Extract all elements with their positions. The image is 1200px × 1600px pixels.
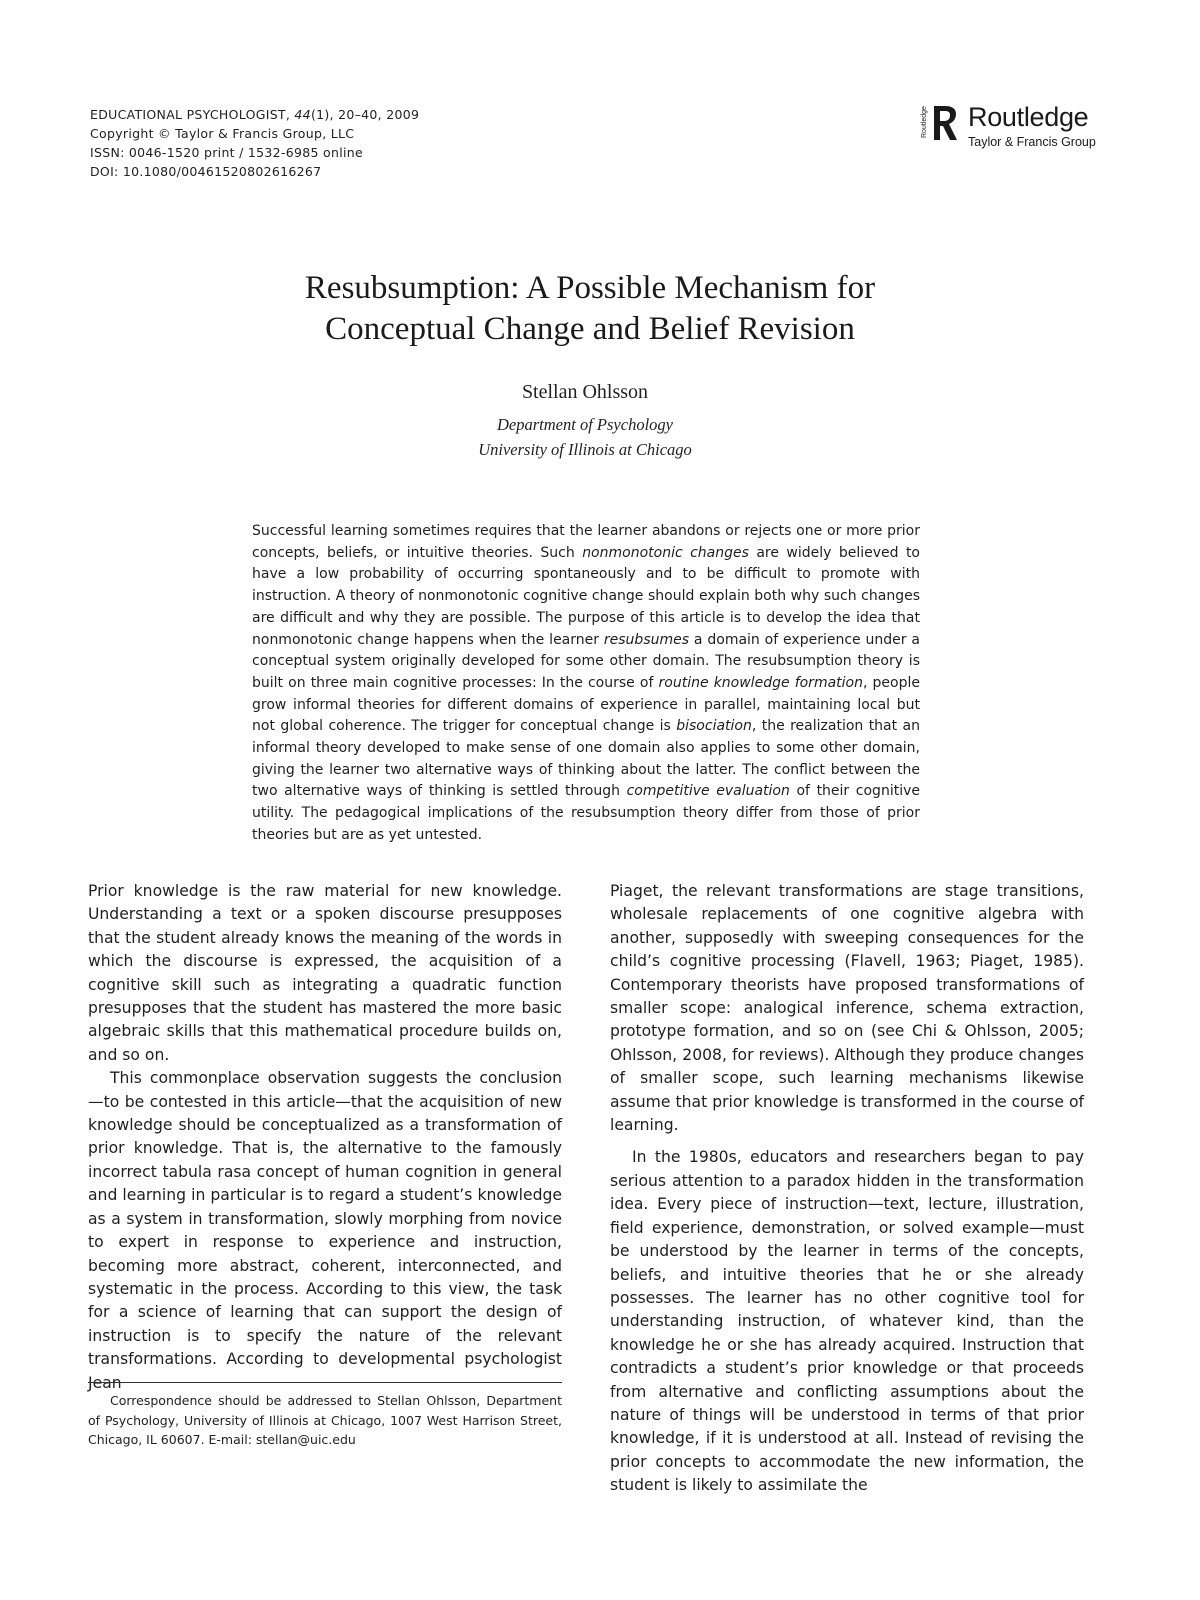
journal-header xyxy=(90,105,419,181)
abstract-emphasis: bisociation xyxy=(676,718,752,735)
author-name: Stellan Ohlsson xyxy=(521,381,649,403)
journal-citation: EDUCATIONAL PSYCHOLOGIST, 44(1), 20–40, 2009 xyxy=(90,107,420,122)
body-paragraph: Prior knowledge is the raw material for new knowledge. Understanding a text or a spoken discourse presupposes that the student already knows the meaning of the words in which the discourse is expressed, the acquisition of a cognitive skill such as integrating a quadratic function presupposes that the student has mastered the more basic algebraic skills that this mathematical procedure builds on, and so on. xyxy=(88,882,562,1064)
logo-side-text: Routledge xyxy=(921,106,928,138)
body-column-left xyxy=(88,880,562,1395)
footnote-divider xyxy=(88,1382,562,1383)
doi-line: DOI: 10.1080/00461520802616267 xyxy=(90,164,322,179)
body-paragraph: Piaget, the relevant transformations are stage transitions, wholesale replacements of one cognitive algebra with another, supposedly with sweeping consequences for the child’s cognitive processing (Flavell, 1963; Piaget, 1985). Contemporary theorists have proposed transformations of smaller scope: analogical inference, schema extraction, prototype formation, and so on (see Chi & Ohlsson, 2005; Ohlsson, 2008, for reviews). Although they produce changes of smaller scope, such learning mechanisms likewise assume that prior knowledge is transformed in the course of learning. xyxy=(610,882,1084,1135)
body-paragraph: This commonplace observation suggests the conclusion—to be contested in this article—that the acquisition of new knowledge should be conceptualized as a transformation of prior knowledge. That is, the alternative to the famously incorrect tabula rasa concept of human cognition in general and learning in particular is to regard a student’s knowledge as a system in transformation, slowly morphing from novice to expert in response to experience and instruction, becoming more abstract, coherent, interconnected, and systematic in the process. According to this view, the task for a science of learning that can support the design of instruction is to specify the nature of the relevant transformations. According to developmental psychologist Jean xyxy=(88,1069,562,1392)
author-department: Department of Psychology xyxy=(497,415,673,434)
abstract-emphasis: competitive evaluation xyxy=(626,783,790,800)
routledge-logo-icon xyxy=(920,100,964,156)
journal-volume: 44 xyxy=(294,107,311,122)
body-paragraph: In the 1980s, educators and researchers began to pay serious attention to a paradox hidden in the transformation idea. Every piece of instruction—text, lecture, illustration, field experience, demonstration, or solved example—must be understood by the learner in terms of the concepts, beliefs, and intuitive theories that he or she already possesses. The learner has no other cognitive tool for understanding instruction, of whatever kind, than the knowledge he or she has already acquired. Instruction that contradicts a student’s prior knowledge or that proceeds from alternative and conflicting assumptions about the nature of things will be understood in terms of that prior knowledge, if it is understood at all. Instead of revising the prior concepts to accommodate the new information, the student is likely to assimilate the xyxy=(610,1148,1084,1495)
author-university: University of Illinois at Chicago xyxy=(478,440,692,459)
title-line-1: Resubsumption: A Possible Mechanism for xyxy=(304,270,876,306)
correspondence-footnote: Correspondence should be addressed to Stellan Ohlsson, Department of Psychology, University of Illinois at Chicago, 1007 West Harrison Street, Chicago, IL 60607. E-mail: stellan@uic.edu xyxy=(88,1393,562,1448)
copyright-line: Copyright © Taylor & Francis Group, LLC xyxy=(90,126,355,141)
routledge-logo xyxy=(920,100,1110,156)
abstract-emphasis: resubsumes xyxy=(603,631,690,648)
logo-name: Routledge xyxy=(968,102,1089,132)
article-title xyxy=(150,268,1030,350)
title-line-2: Conceptual Change and Belief Revision xyxy=(325,311,855,347)
body-column-right xyxy=(610,880,1084,1498)
abstract-emphasis: routine knowledge formation xyxy=(658,674,863,691)
issn-line: ISSN: 0046-1520 print / 1532-6985 online xyxy=(90,145,363,160)
abstract: Successful learning sometimes requires that the learner abandons or rejects one or more prior concepts, beliefs, or intuitive theories. Such nonmonotonic changes are widely believed to have a low probability of occurring spontaneously and to be difficult to promote with instruction. A theory of nonmonotonic cognitive change should explain both why such changes are difficult and why they are possible. The purpose of this article is to develop the idea that nonmonotonic change happens when the learner resubsumes a domain of experience under a conceptual system originally developed for some other domain. The resubsumption theory is built on three main cognitive processes: In the course of routine knowledge formation, people grow informal theories for different domains of experience in parallel, maintaining local but not global coherence. The trigger for conceptual change is bisociation, the realization that an informal theory developed to make sense of one domain also applies to some other domain, giving the learner two alternative ways of thinking about the latter. The conflict between the two alternative ways of thinking is settled through competitive evaluation of their cognitive utility. The pedagogical implications of the resubsumption theory differ from those of prior theories but are as yet untested. xyxy=(252,523,921,843)
logo-subtitle: Taylor & Francis Group xyxy=(968,135,1096,149)
abstract-emphasis: nonmonotonic changes xyxy=(582,544,749,561)
